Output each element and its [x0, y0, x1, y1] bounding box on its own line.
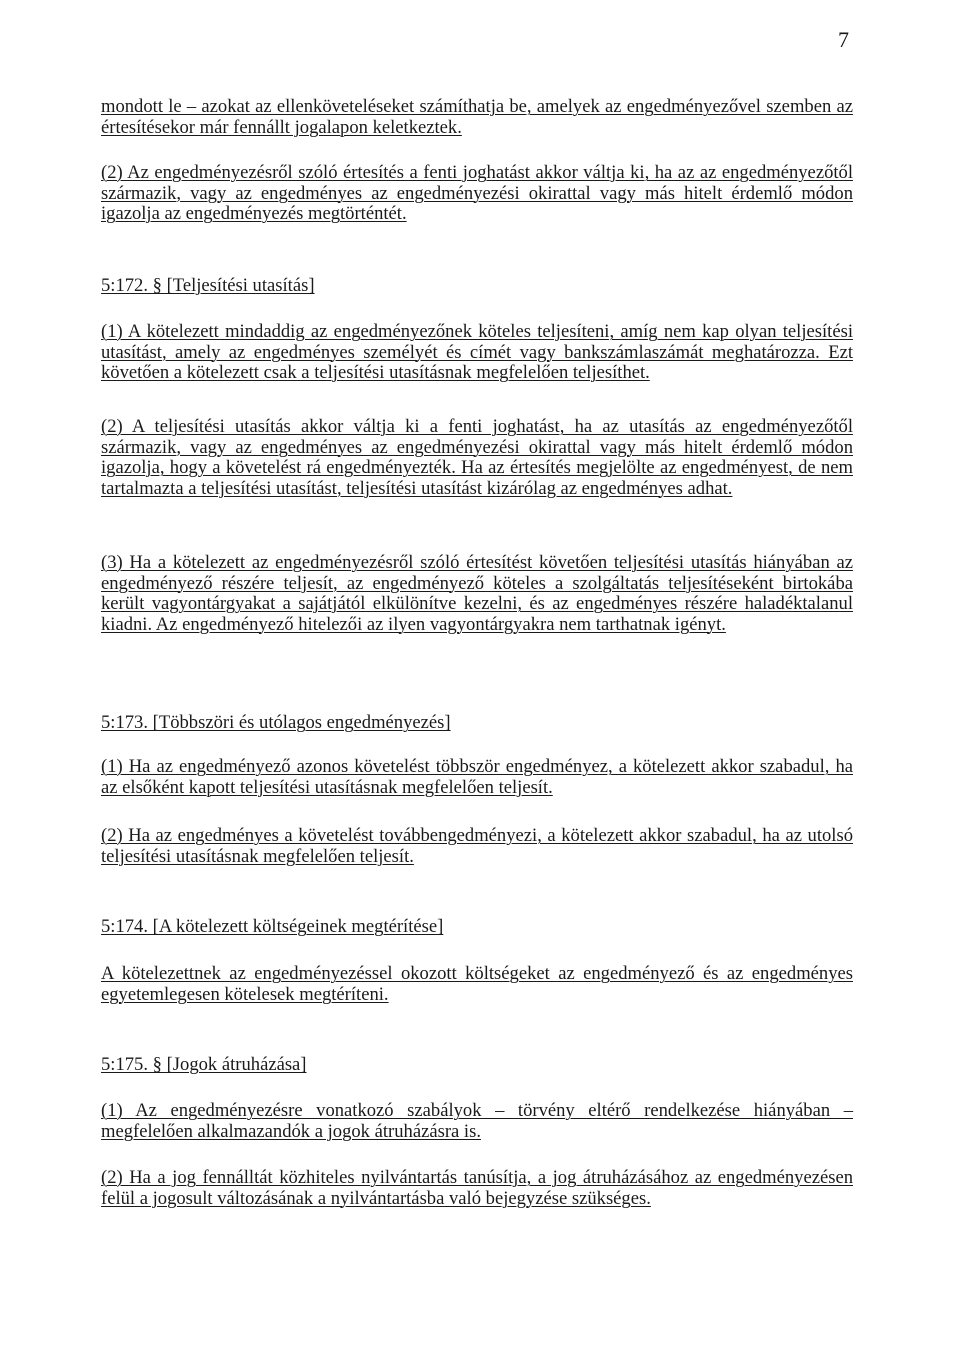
- page-number: 7: [838, 27, 849, 52]
- section-5-174-paragraph: A kötelezettnek az engedményezéssel okozott költségeket az engedményező és az engedményes egyetemlegesen kötelesek megtéríteni.: [101, 963, 853, 1005]
- section-5-175-paragraph-1: (1) Az engedményezésre vonatkozó szabályok – törvény eltérő rendelkezése hiányában – megfelelően alkalmazandók a jogok átruházásra is.: [101, 1100, 853, 1142]
- section-5-173-paragraph-2: (2) Ha az engedményes a követelést továbbengedményezi, a kötelezett akkor szabadul, ha az utolsó teljesítési utasításnak megfelelően teljesít.: [101, 825, 853, 867]
- section-5-172-paragraph-3: (3) Ha a kötelezett az engedményezésről szóló értesítést követően teljesítési utasítás hiányában az engedményező részére teljesít, az engedményező köteles a szolgáltatás teljesítéseként birtokába került vagyontárgyakat a sajátjától elkülönítve kezelni, és az engedményes részére haladéktalanul kiadni. Az engedményező hitelezői az ilyen vagyontárgyakra nem tarthatnak igényt.: [101, 552, 853, 635]
- intro-continuation: mondott le – azokat az ellenköveteléseket számíthatja be, amelyek az engedményezővel szemben az értesítésekor már fennállt jogalapon keletkeztek.: [101, 96, 853, 138]
- intro-paragraph-2: (2) Az engedményezésről szóló értesítés a fenti joghatást akkor váltja ki, ha az az engedményezőtől származik, vagy az engedményes az engedményezési okirattal vagy más hitelt érdemlő módon igazolja az engedményezés megtörténtét.: [101, 162, 853, 224]
- section-5-172-paragraph-1: (1) A kötelezett mindaddig az engedményezőnek köteles teljesíteni, amíg nem kap olyan teljesítési utasítást, amely az engedményes személyét és címét vagy bankszámlaszámát meghatározza. Ezt követően a kötelezett csak a teljesítési utasításnak megfelelően teljesíthet.: [101, 321, 853, 383]
- section-5-175-paragraph-2: (2) Ha a jog fennálltát közhiteles nyilvántartás tanúsítja, a jog átruházásához az engedményezésen felül a jogosult változásának a nyilvántartásba való bejegyzése szükséges.: [101, 1167, 853, 1209]
- section-heading-5-173: 5:173. [Többszöri és utólagos engedményezés]: [101, 712, 451, 733]
- section-heading-5-175: 5:175. § [Jogok átruházása]: [101, 1054, 307, 1075]
- section-5-173-paragraph-1: (1) Ha az engedményező azonos követelést többször engedményez, a kötelezett akkor szabadul, ha az elsőként kapott teljesítési utasításnak megfelelően teljesít.: [101, 756, 853, 798]
- section-heading-5-172: 5:172. § [Teljesítési utasítás]: [101, 275, 315, 296]
- section-5-172-paragraph-2: (2) A teljesítési utasítás akkor váltja ki a fenti joghatást, ha az utasítás az engedményezőtől származik, vagy az engedményes az engedményezési okirattal vagy más hitelt érdemlő módon igazolja, hogy a követelést rá engedményezték. Ha az értesítés megjelölte az engedményest, de nem tartalmazta a teljesítési utasítást, teljesítési utasítást kizárólag az engedményes adhat.: [101, 416, 853, 499]
- section-heading-5-174: 5:174. [A kötelezett költségeinek megtérítése]: [101, 916, 444, 937]
